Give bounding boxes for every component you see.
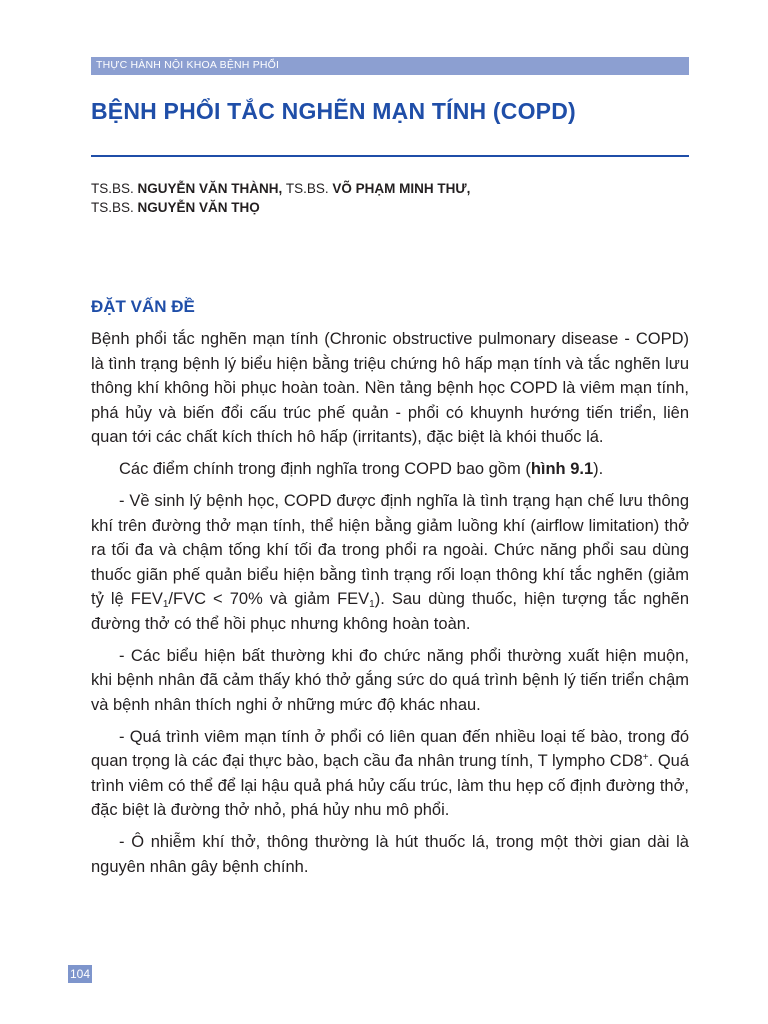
paragraph-cause: - Ô nhiễm khí thở, thông thường là hút thuốc lá, trong một thời gian dài là nguyên nhân gây bệnh chính. [91,833,689,876]
superscript: + [642,752,649,763]
paragraph-text: - Về sinh lý bệnh học, COPD được định nghĩa là tình trạng hạn chế lưu thông khí trên đường thở mạn tính, thể hiện bằng giảm luồng khí (airflow limitation) thở ra tối đa và chậm tống khí tối đa trong phổi ra ngoài. Chức năng phổi sau dùng thuốc giãn phế quản biểu hiện bằng tình trạng rối loạn thông khí tắc nghẽn (giảm tỷ lệ FEV [91,492,689,608]
paragraph-text: - Quá trình viêm mạn tính ở phổi có liên quan đến nhiều loại tế bào, trong đó quan trọng là các đại thực bào, bạch cầu đa nhân trung tính, T lympho CD8 [91,727,689,770]
author-separator: , [278,181,283,196]
subscript: 1 [369,599,375,610]
author-name: NGUYỄN VĂN THỌ [137,200,260,215]
figure-reference: hình 9.1 [530,460,594,478]
paragraph-text: /FVC < 70% và giảm FEV [168,590,370,608]
author-line-2 [91,198,691,217]
paragraph-text: ). [593,460,604,478]
section-heading: ĐẶT VẤN ĐỀ [91,297,195,316]
author-separator: , [466,181,471,196]
paragraph-text: Các điểm chính trong định nghĩa trong COPD bao gồm ( [119,460,531,478]
author-list [91,179,691,217]
page-number: 104 [69,967,91,981]
author-title: TS.BS. [91,181,134,196]
author-title: TS.BS. [285,181,329,196]
paragraph-pathophysiology [91,489,689,636]
running-header-text: THỰC HÀNH NỘI KHOA BỆNH PHỔI [96,59,280,71]
body-text [91,327,689,887]
paragraph-text: . Quá trình viêm có thể để lại hậu quả phá hủy cấu trúc, làm thu hẹp cố định đường thở, đặc biệt là đường thở nhỏ, phá hủy nhu mô phổi. [91,752,690,819]
author-title: TS.BS. [91,200,134,215]
author-name: VÕ PHẠM MINH THƯ [332,181,467,196]
author-line-1 [91,179,691,198]
paragraph-late-symptoms: - Các biểu hiện bất thường khi đo chức năng phổi thường xuất hiện muộn, khi bệnh nhân đã cảm thấy khó thở gắng sức do quá trình bệnh lý tiến triển chậm và bệnh nhân thích nghi ở những mức độ khác nhau. [91,646,689,714]
paragraph-inflammation [91,725,689,823]
running-header-band [91,57,689,75]
paragraph-key-points [91,457,689,482]
author-name: NGUYỄN VĂN THÀNH [137,181,279,196]
paragraph-intro: Bệnh phổi tắc nghẽn mạn tính (Chronic obstructive pulmonary disease - COPD) là tình trạng bệnh lý biểu hiện bằng triệu chứng hô hấp mạn tính và tắc nghẽn lưu thông khí không hồi phục hoàn toàn. Nền tảng bệnh học COPD là viêm mạn tính, phá hủy và biến đổi cấu trúc phế quản - phổi có khuynh hướng tiến triển, liên quan tới các chất kích thích hô hấp (irritants), đặc biệt là khói thuốc lá. [91,330,689,446]
paragraph-text: ). Sau dùng thuốc, hiện tượng tắc nghẽn đường thở có thể hồi phục nhưng không hoàn toàn. [91,590,689,633]
subscript: 1 [162,599,169,610]
chapter-title: BỆNH PHỔI TẮC NGHẼN MẠN TÍNH (COPD) [91,98,576,124]
title-divider [91,155,689,157]
